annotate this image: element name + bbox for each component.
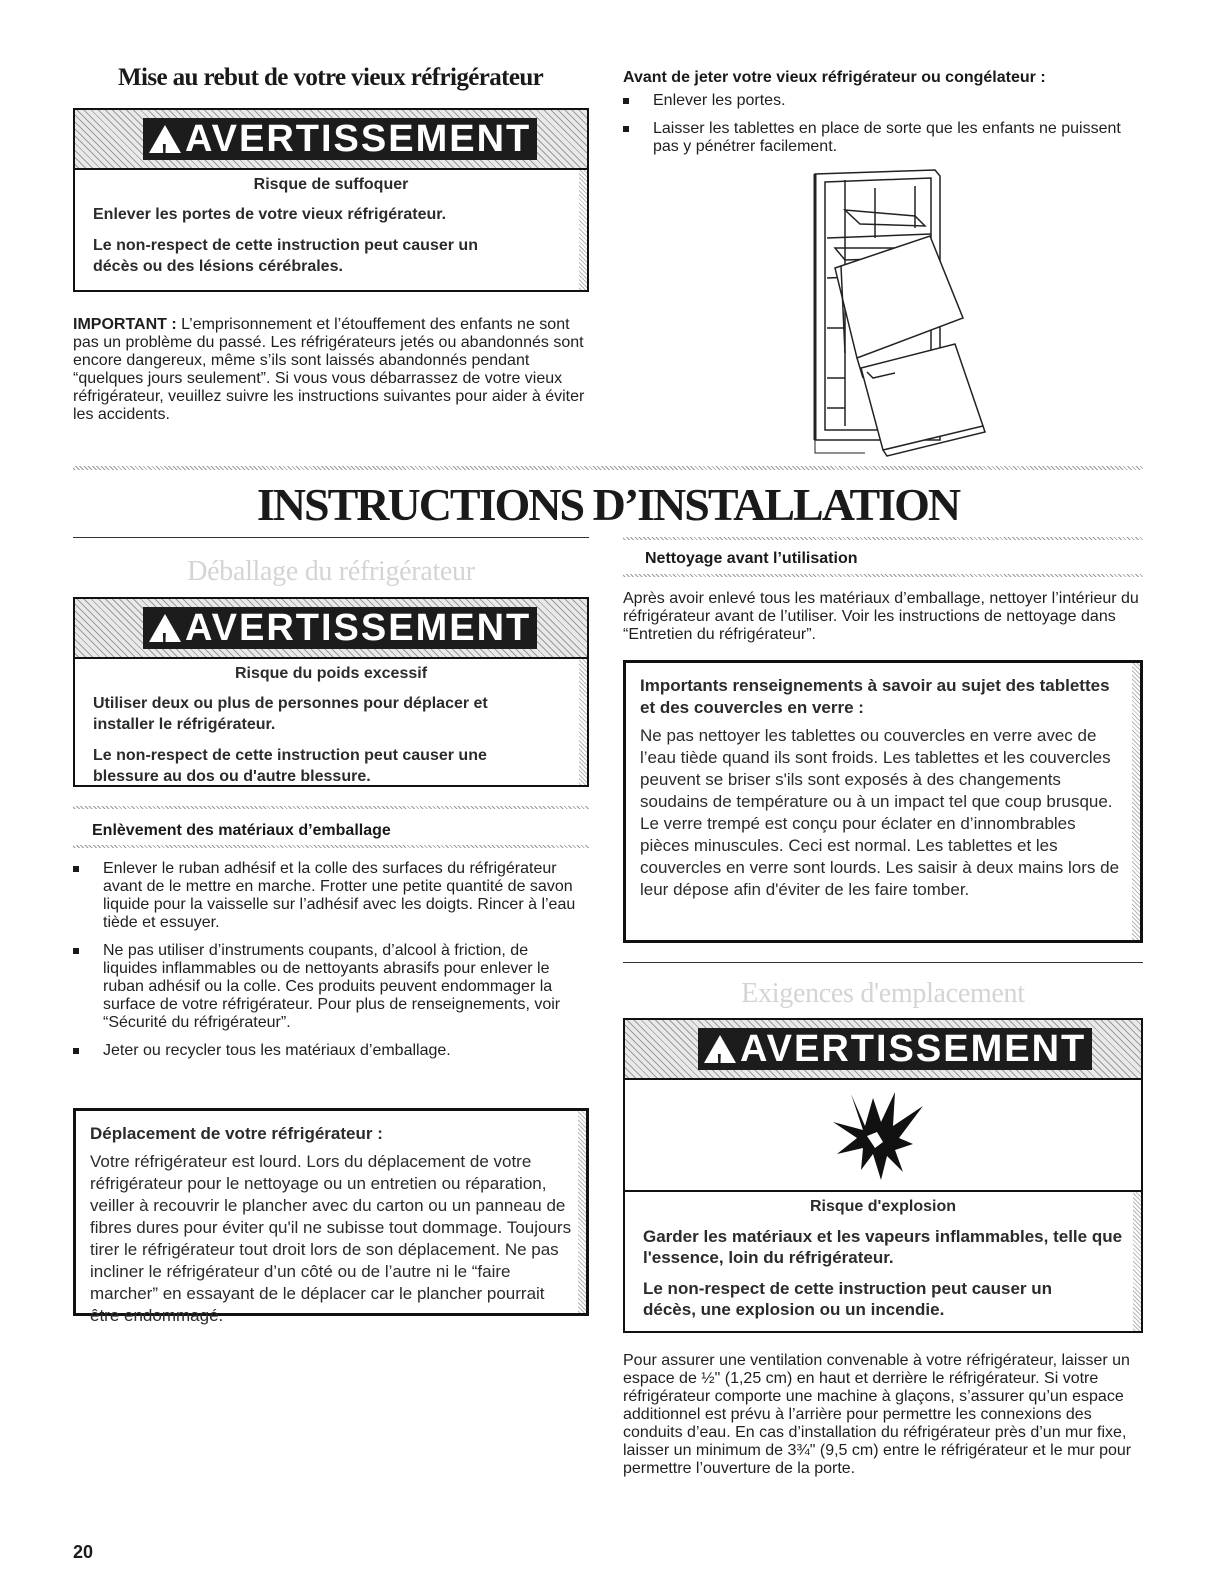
explosion-icon xyxy=(833,1092,928,1182)
subsection-rule xyxy=(623,574,1143,577)
warning-banner xyxy=(75,599,587,659)
moving-heading: Déplacement de votre réfrigérateur : xyxy=(90,1124,383,1143)
packing-removal-heading: Enlèvement des matériaux d’emballage xyxy=(92,822,391,839)
column-rule xyxy=(623,962,1143,963)
warning-box-weight xyxy=(73,597,589,787)
subsection-rule xyxy=(623,537,1143,540)
glass-text: Ne pas nettoyer les tablettes ou couvercles en verre avec de l’eau tiède quand ils sont froids. Les tablettes et les couvercles peuvent se briser s'ils sont exposés à des changements soudains de température ou à un impact tel que coup brusque. Le verre trempé est conçu pour éclater en d’innombrables pièces minuscules. Ceci est normal. Les tablettes et les couvercles en verre sont lourds. Les saisir à deux mains lors de leur dépose afin d'éviter de les faire tomber. xyxy=(640,726,1120,899)
list-item: Enlever les portes. xyxy=(623,92,1123,110)
subsection-rule xyxy=(73,845,589,848)
warning-box-suffocation xyxy=(73,108,589,292)
warning-consequence: Le non-respect de cette instruction peut causer une blessure au dos ou d'autre blessure. xyxy=(93,747,487,785)
info-shade xyxy=(1132,663,1140,940)
list-item: Ne pas utiliser d’instruments coupants, d’alcool à friction, de liquides inflammables ou de nettoyants abrasifs pour enlever le ruban adhésif ou la colle. Ces produits peuvent endommager la surface de votre réfrigérateur. Pour plus de renseignements, voir “Sécurité du réfrigérateur”. xyxy=(73,942,583,1032)
column-rule xyxy=(73,537,589,538)
warning-shade xyxy=(579,170,587,290)
section-title-unpacking: Déballage du réfrigérateur xyxy=(187,556,475,587)
warning-body xyxy=(75,659,587,785)
disposal-steps-list xyxy=(623,92,1123,156)
section-title-location: Exigences d'emplacement xyxy=(741,978,1025,1009)
warning-body xyxy=(625,1192,1141,1331)
packing-removal-list xyxy=(73,860,583,1060)
warning-triangle-icon xyxy=(149,125,181,153)
warning-hazard: Risque d'explosion xyxy=(809,1198,957,1215)
warning-hazard: Risque du poids excessif xyxy=(234,665,428,682)
page-title: INSTRUCTIONS D’INSTALLATION xyxy=(256,479,960,530)
important-label: IMPORTANT : xyxy=(73,316,177,333)
warning-consequence: Le non-respect de cette instruction peut causer un décès, une explosion ou un incendie. xyxy=(643,1279,1053,1319)
warning-box-explosion xyxy=(623,1018,1143,1333)
warning-instruction: Utiliser deux ou plus de personnes pour déplacer et installer le réfrigérateur. xyxy=(93,695,488,733)
warning-body xyxy=(75,170,587,290)
cleaning-heading: Nettoyage avant l’utilisation xyxy=(645,550,858,567)
glass-heading: Importants renseignements à savoir au sujet des tablettes et des couvercles en verre : xyxy=(640,676,1110,717)
warning-triangle-icon xyxy=(704,1035,736,1063)
moving-info-box xyxy=(73,1108,589,1325)
warning-label: !AVERTISSEMENT xyxy=(143,118,537,160)
warning-shade xyxy=(579,659,587,785)
list-item: Jeter ou recycler tous les matériaux d’emballage. xyxy=(73,1042,583,1060)
section-divider xyxy=(73,466,1143,470)
warning-banner xyxy=(625,1020,1141,1080)
list-item: Enlever le ruban adhésif et la colle des surfaces du réfrigérateur avant de le mettre en marche. Frotter une petite quantité de savon liquide pour la vaisselle sur l’adhésif avec les doigts. Rincer à l’eau tiède et essuyer. xyxy=(73,860,583,932)
important-text: L’emprisonnement et l’étouffement des enfants ne sont pas un problème du passé. Les réfrigérateurs jetés ou abandonnés sont encore dangereux, même s’ils sont laissés abandonnés pendant “quelques jours seulement”. Si vous vous débarrassez de votre vieux réfrigérateur, veuillez suivre les instructions suivantes pour aider à éviter les accidents. xyxy=(73,316,585,423)
subsection-rule xyxy=(73,806,589,809)
warning-label: !AVERTISSEMENT xyxy=(143,607,537,649)
warning-label: !AVERTISSEMENT xyxy=(698,1028,1092,1070)
ventilation-paragraph: Pour assurer une ventilation convenable à votre réfrigérateur, laisser un espace de ½" (1,25 cm) en haut et derrière le réfrigérateur. Si votre réfrigérateur comporte une machine à glaçons, s’assurer qu’un espace additionnel est prévu à l’arrière pour permettre les connexions des conduits d’eau. En cas d’installation du réfrigérateur près d’un mur fixe, laisser un minimum de 3¾" (9,5 cm) entre le réfrigérateur et le mur pour permettre l’ouverture de la porte. xyxy=(623,1352,1132,1477)
warning-banner xyxy=(75,110,587,170)
moving-text: Votre réfrigérateur est lourd. Lors du déplacement de votre réfrigérateur pour le nettoyage ou un entretien ou réparation, veiller à recouvrir le plancher avec du carton ou un panneau de fibres dures pour éviter qu'il ne subisse tout dommage. Toujours tirer le réfrigérateur tout droit lors de son déplacement. Ne pas incliner le réfrigérateur d’un côté ou de l’autre ni le “faire marcher” en essayant de le déplacer car le plancher pourrait être endommagé. xyxy=(90,1152,572,1325)
list-item: Laisser les tablettes en place de sorte que les enfants ne puissent pas y pénétrer facilement. xyxy=(623,120,1123,156)
page-number: 20 xyxy=(73,1542,94,1562)
glass-info-box xyxy=(623,660,1143,943)
important-paragraph xyxy=(73,316,589,424)
fridge-doors-removed-illustration xyxy=(805,168,995,458)
warning-shade xyxy=(1133,1192,1141,1331)
warning-instruction: Garder les matériaux et les vapeurs inflammables, telle que l'essence, loin du réfrigérateur. xyxy=(643,1227,1123,1267)
warning-consequence: Le non-respect de cette instruction peut causer un décès ou des lésions cérébrales. xyxy=(93,237,478,275)
disposal-steps-heading: Avant de jeter votre vieux réfrigérateur ou congélateur : xyxy=(623,69,1046,86)
explosion-symbol-panel xyxy=(625,1080,1141,1192)
warning-hazard: Risque de suffoquer xyxy=(253,176,409,193)
warning-triangle-icon xyxy=(149,614,181,642)
warning-instruction: Enlever les portes de votre vieux réfrigérateur. xyxy=(93,206,447,223)
info-shade xyxy=(578,1111,586,1313)
cleaning-paragraph: Après avoir enlevé tous les matériaux d’emballage, nettoyer l’intérieur du réfrigérateur avant de l’utiliser. Voir les instructions de nettoyage dans “Entretien du réfrigérateur”. xyxy=(623,590,1139,643)
section-title-disposal: Mise au rebut de votre vieux réfrigérateur xyxy=(118,64,544,91)
